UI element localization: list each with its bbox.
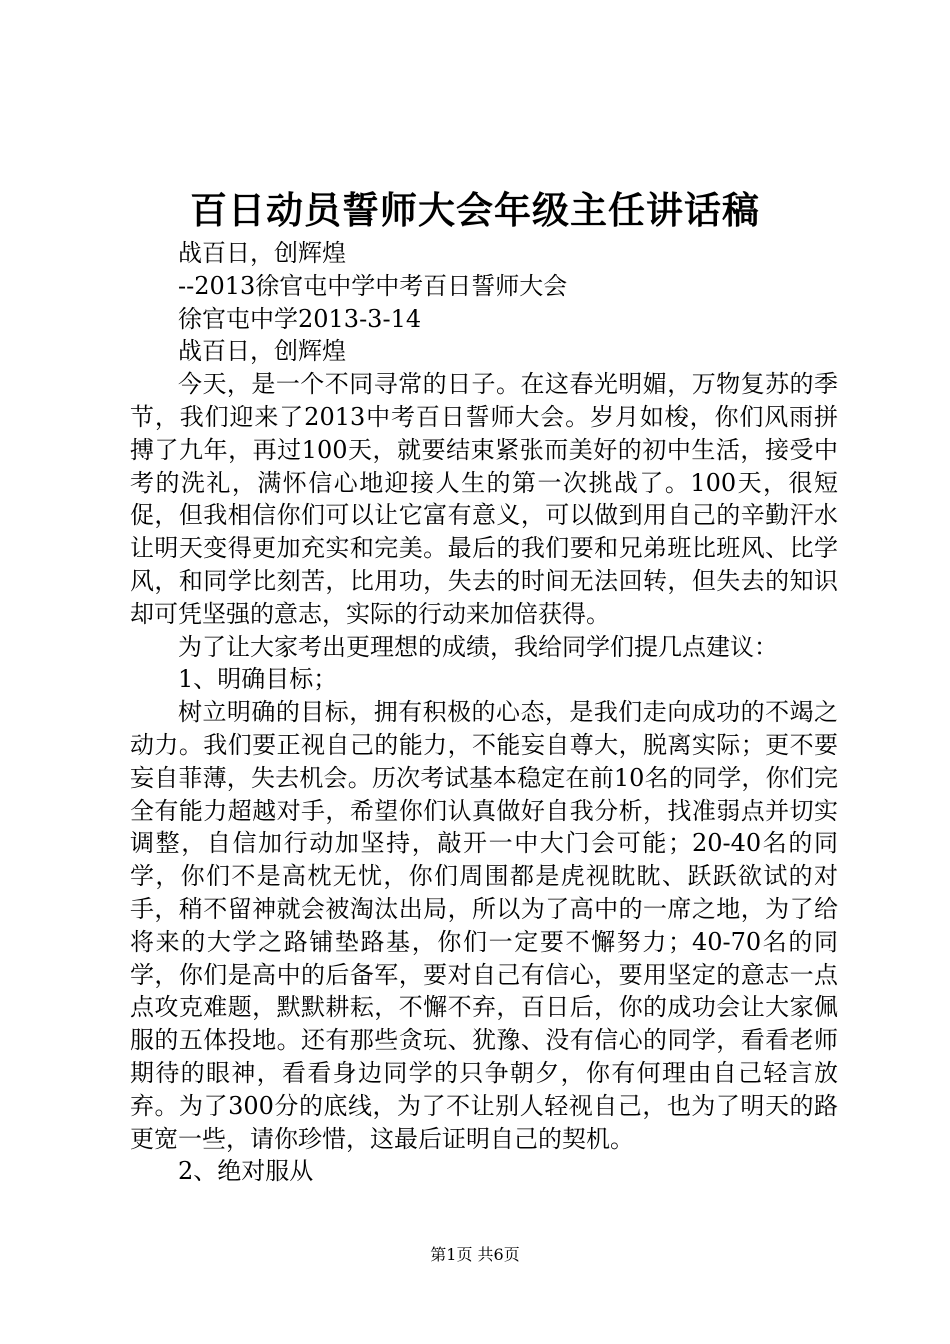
document-title: 百日动员誓师大会年级主任讲话稿 [190, 188, 760, 232]
paragraph-point-2-heading: 2、绝对服从 [178, 1157, 314, 1186]
paragraph-opening: 今天，是一个不同寻常的日子。在这春光明媚，万物复苏的季节，我们迎来了2013中考百日誓师大会。岁月如梭，你们风雨拼搏了九年，再过100天，就要结束紧张而美好的初中生活，接受中考的洗礼，满怀信心地迎接人生的第一次挑战了。100天，很短促，但我相信你们可以让它富有意义，可以做到用自己的辛勤汗水让明天变得更加充实和完美。最后的我们要和兄弟班比班风、比学风，和同学比刻苦，比用功，失去的时间无法回转，但失去的知识却可凭坚强的意志，实际的行动来加倍获得。 [130, 370, 838, 628]
paragraph-suggestion-intro: 为了让大家考出更理想的成绩，我给同学们提几点建议： [178, 632, 778, 661]
paragraph-slogan: 战百日，创辉煌 [178, 239, 346, 267]
paragraph-event-subtitle: --2013徐官屯中学中考百日誓师大会 [178, 271, 568, 300]
page-footer: 第1页 共6页 [430, 1245, 520, 1264]
paragraph-school-date: 徐官屯中学2013-3-14 [178, 304, 422, 333]
paragraph-point-1-heading: 1、明确目标； [178, 665, 338, 694]
paragraph-point-1-body: 树立明确的目标，拥有积极的心态，是我们走向成功的不竭之动力。我们要正视自己的能力，不能妄自尊大，脱离实际；更不要妄自菲薄，失去机会。历次考试基本稳定在前10名的同学，你们完全有能力超越对手，希望你们认真做好自我分析，找准弱点并切实调整，自信加行动加坚持，敲开一中大门会可能；20-40名的同学，你们不是高枕无忧，你们周围都是虎视眈眈、跃跃欲试的对手，稍不留神就会被淘汰出局，所以为了高中的一席之地，为了给将来的大学之路铺垫路基，你们一定要不懈努力；40-70名的同学，你们是高中的后备军，要对自己有信心，要用坚定的意志一点点攻克难题，默默耕耘，不懈不弃，百日后，你的成功会让大家佩服的五体投地。还有那些贪玩、犹豫、没有信心的同学，看看老师期待的眼神，看看身边同学的只争朝夕，你有何理由自己轻言放弃。为了300分的底线，为了不让别人轻视自己，也为了明天的路更宽一些，请你珍惜，这最后证明自己的契机。 [130, 698, 838, 1153]
document-body [130, 237, 838, 1188]
paragraph-slogan-repeat: 战百日，创辉煌 [178, 337, 346, 366]
